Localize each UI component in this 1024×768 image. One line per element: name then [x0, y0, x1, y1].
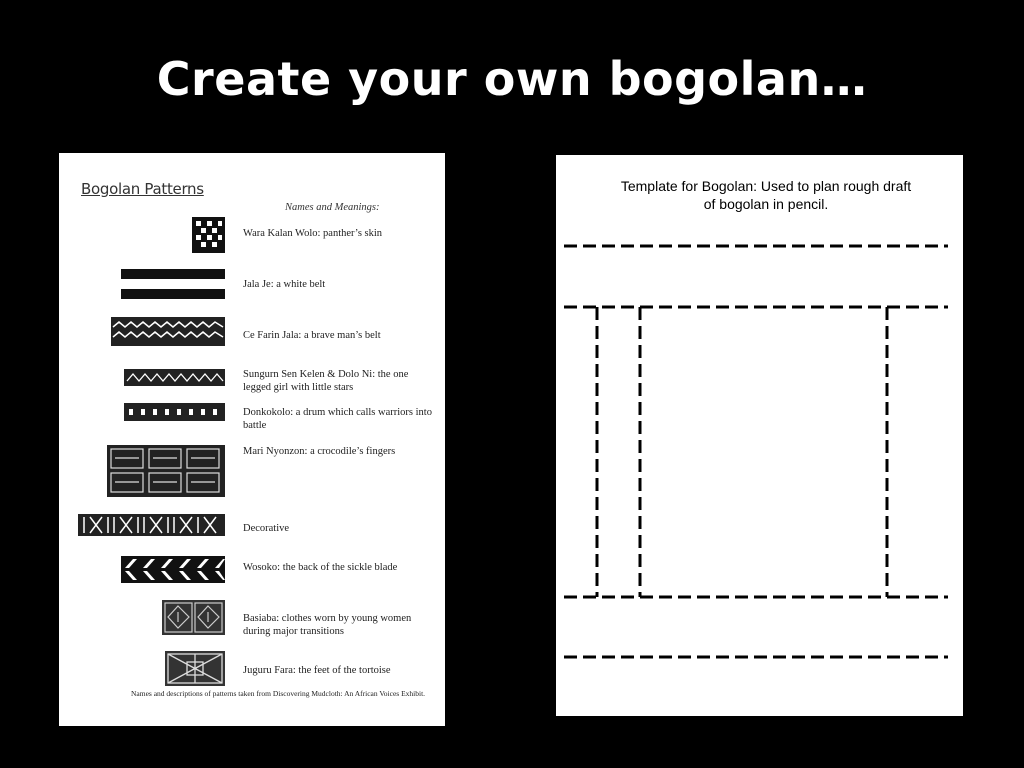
pattern-label: Mari Nyonzon: a crocodile’s fingers [243, 446, 396, 457]
pattern-label: Decorative [243, 523, 290, 534]
pattern-swatch-basiaba [162, 600, 225, 635]
pattern-swatch-sickle-blade [121, 556, 225, 583]
pattern-label: Donkokolo: a drum which calls warriors into battle [243, 407, 432, 431]
template-caption-line2: of bogolan in pencil. [703, 196, 829, 212]
pattern-label: Jala Je: a white belt [243, 279, 326, 290]
template-caption-line1: Template for Bogolan: Used to plan rough draft [620, 178, 912, 194]
pattern-swatch-white-belt [121, 269, 225, 299]
pattern-swatch-decorative [78, 514, 225, 536]
pattern-label: Juguru Fara: the feet of the tortoise [243, 665, 391, 676]
pattern-label: Wara Kalan Wolo: panther’s skin [243, 228, 383, 239]
pattern-label: Basiaba: clothes worn by young women during major transitions [243, 613, 412, 637]
pattern-swatch-panther-skin [192, 217, 225, 253]
pattern-label: Wosoko: the back of the sickle blade [243, 562, 398, 573]
pattern-swatch-crocodile-fingers [107, 445, 225, 497]
patterns-source-footnote: Names and descriptions of patterns taken from Discovering Mudcloth: An African Voices Exhibit. [131, 689, 426, 698]
slide-title: Create your own bogolan… [156, 52, 868, 106]
pattern-swatch-brave-mans-belt [111, 317, 225, 346]
pattern-swatch-drum [124, 403, 225, 421]
pattern-label: Ce Farin Jala: a brave man’s belt [243, 330, 381, 341]
bogolan-template-sheet [556, 155, 963, 716]
names-meanings-subheading: Names and Meanings: [285, 202, 380, 213]
pattern-label: Sungurn Sen Kelen & Dolo Ni: the one legged girl with little stars [243, 369, 409, 393]
pattern-swatch-one-legged-girl [124, 369, 225, 386]
template-dashed-layout [556, 155, 963, 716]
pattern-swatch-tortoise-feet [165, 651, 225, 686]
patterns-heading: Bogolan Patterns [81, 180, 204, 198]
bogolan-patterns-sheet [59, 153, 445, 726]
